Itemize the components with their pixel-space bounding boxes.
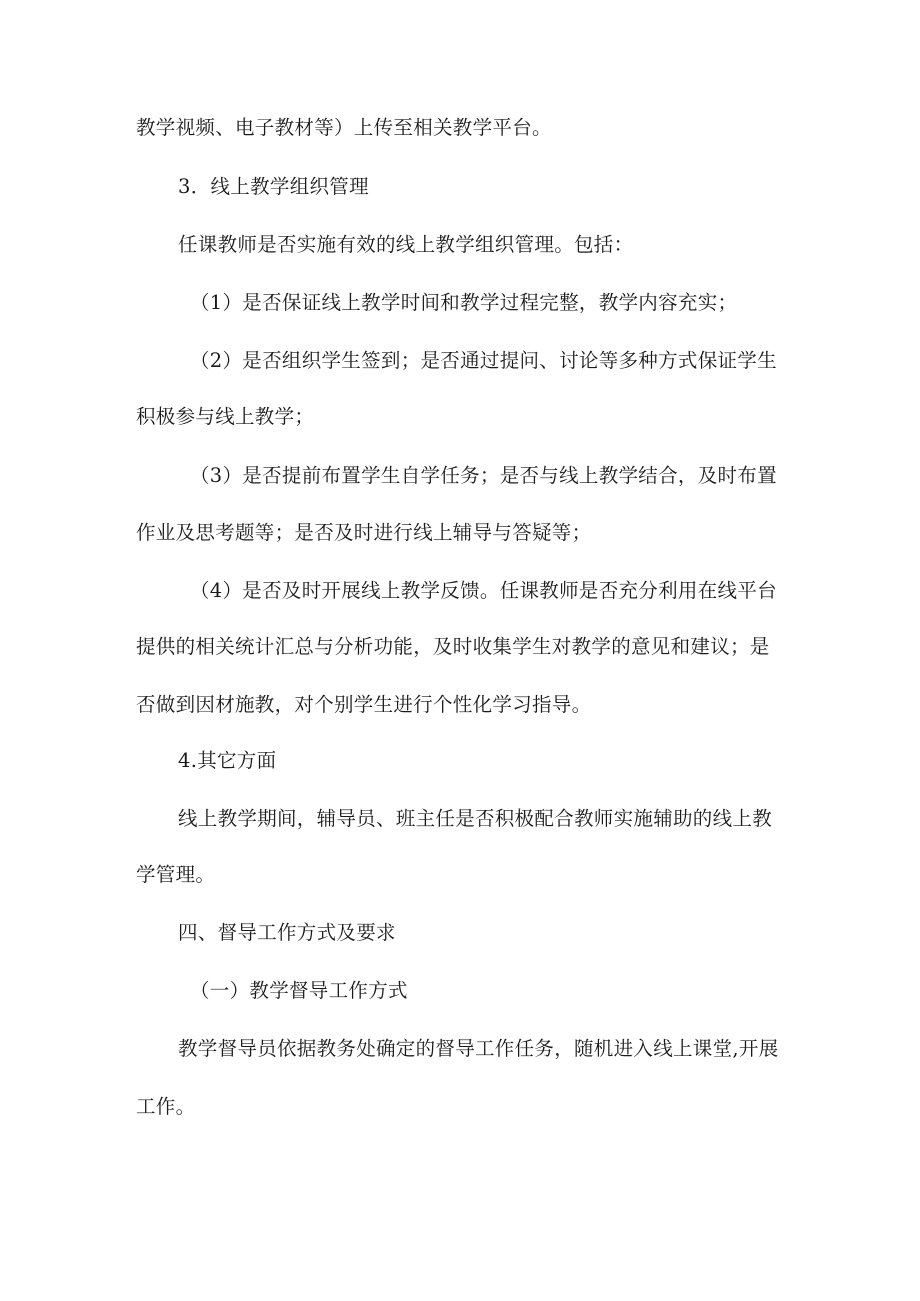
list-item-line: （1）是否保证线上教学时间和教学过程完整，教学内容充实； <box>190 291 738 314</box>
section-heading: 4.其它方面 <box>178 749 277 772</box>
list-item-line: 作业及思考题等；是否及时进行线上辅导与答疑等； <box>136 521 592 544</box>
paragraph-line: 教学督导员依据教务处确定的督导工作任务，随机进入线上课堂,开展 <box>178 1037 779 1060</box>
list-item-line: （4）是否及时开展线上教学反馈。任课教师是否充分利用在线平台 <box>190 579 777 602</box>
paragraph-line: 学管理。 <box>136 863 216 886</box>
list-item-line: 否做到因材施教，对个别学生进行个性化学习指导。 <box>136 693 592 716</box>
subsection-heading: （一）教学督导工作方式 <box>190 979 408 1002</box>
paragraph-line: 工作。 <box>136 1095 196 1118</box>
list-item-line: （2）是否组织学生签到；是否通过提问、讨论等多种方式保证学生 <box>190 349 777 372</box>
paragraph-line: 线上教学期间，辅导员、班主任是否积极配合教师实施辅助的线上教 <box>178 807 773 830</box>
paragraph-line: 教学视频、电子教材等）上传至相关教学平台。 <box>136 116 552 139</box>
list-item-line: （3）是否提前布置学生自学任务；是否与线上教学结合，及时布置 <box>190 464 777 487</box>
list-item-line: 提供的相关统计汇总与分析功能，及时收集学生对教学的意见和建议；是 <box>136 635 770 658</box>
paragraph-line: 任课教师是否实施有效的线上教学组织管理。包括： <box>178 233 634 256</box>
chapter-heading: 四、督导工作方式及要求 <box>178 921 396 944</box>
list-item-line: 积极参与线上教学； <box>136 405 315 428</box>
section-heading: 3．线上教学组织管理 <box>178 175 369 198</box>
